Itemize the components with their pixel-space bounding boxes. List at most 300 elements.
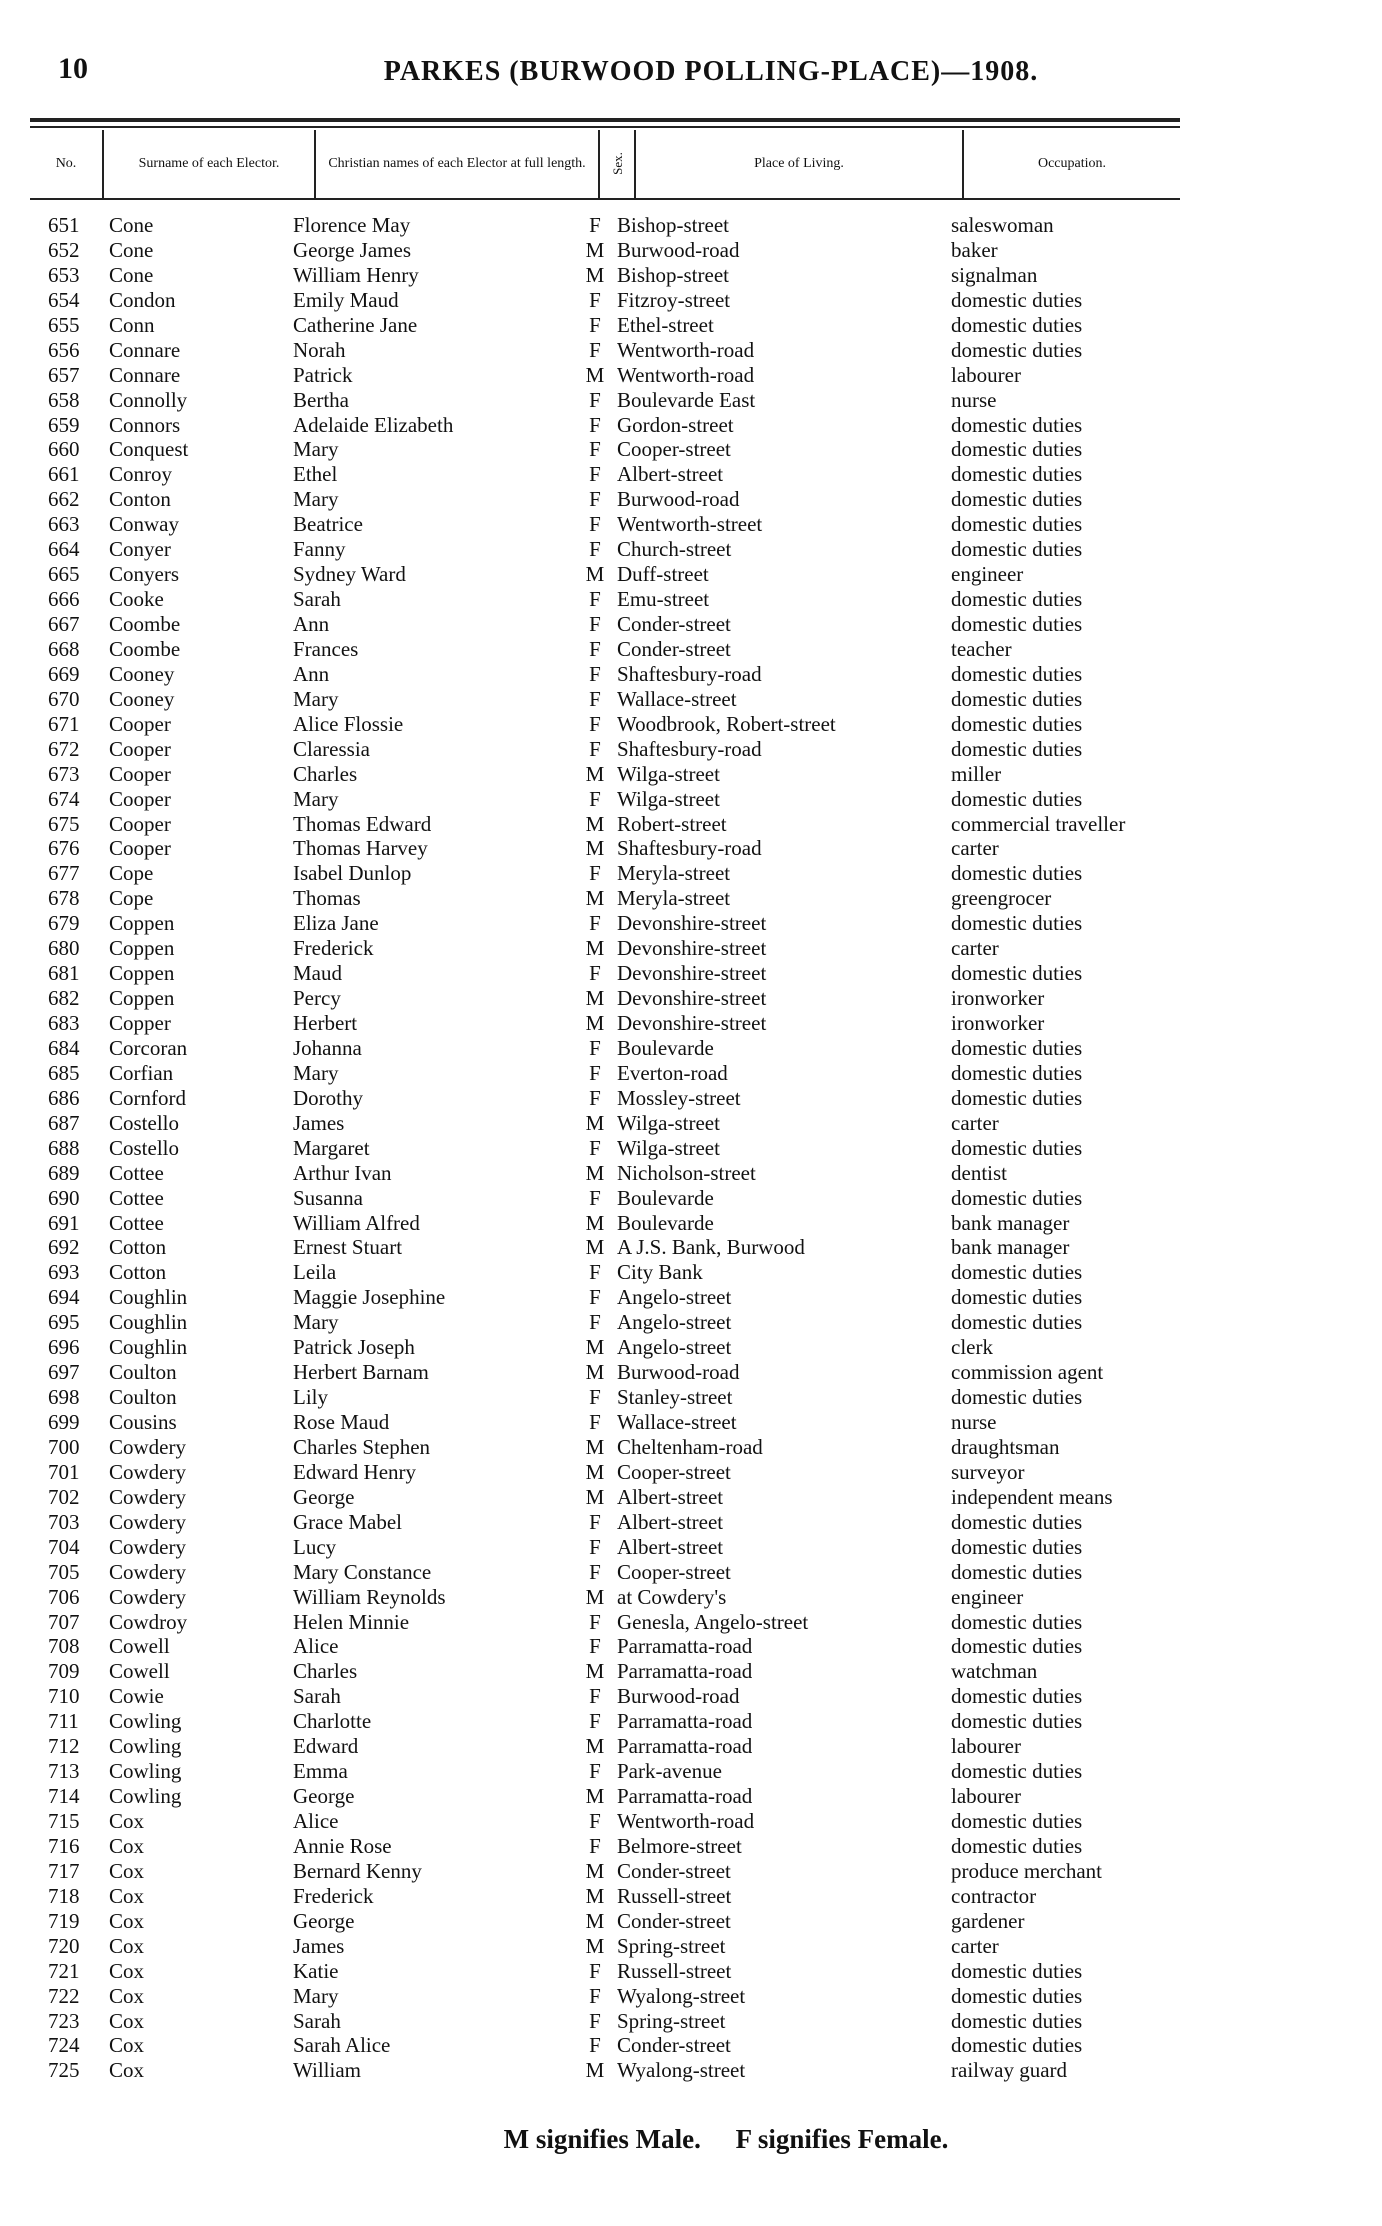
elector-surname: Coombe (109, 636, 181, 661)
table-row (0, 1510, 1382, 1535)
elector-place-of-living: Parramatta-road (617, 1709, 753, 1734)
elector-occupation: labourer (951, 1784, 1021, 1809)
elector-place-of-living: Angelo-street (617, 1335, 732, 1360)
elector-number: 710 (48, 1684, 80, 1709)
elector-surname: Coombe (109, 612, 181, 636)
elector-number: 656 (48, 337, 80, 362)
elector-sex: F (589, 437, 601, 462)
header-sex-label: Sex. (609, 151, 625, 175)
table-row (0, 836, 1382, 861)
elector-occupation: domestic duties (951, 1534, 1083, 1559)
elector-sex: F (589, 961, 601, 986)
elector-christian-names: Charles (293, 1659, 358, 1684)
elector-christian-names: Grace Mabel (293, 1509, 403, 1534)
elector-christian-names: Ethel (293, 462, 338, 487)
elector-number: 657 (48, 362, 80, 387)
table-row (0, 1136, 1382, 1161)
elector-number: 684 (48, 1035, 80, 1060)
elector-occupation: commercial traveller (951, 811, 1126, 836)
elector-christian-names: Charlotte (293, 1709, 372, 1734)
table-row (0, 687, 1382, 712)
elector-christian-names: Mary (293, 487, 339, 512)
elector-sex: F (589, 1809, 601, 1833)
elector-place-of-living: Bishop-street (617, 262, 729, 287)
elector-surname: Cowdery (109, 1584, 186, 1609)
header-surname: Surname of each Elector. (138, 155, 280, 171)
elector-surname: Cornford (109, 1085, 186, 1110)
table-row (0, 1410, 1382, 1435)
elector-occupation: carter (951, 1110, 999, 1135)
elector-occupation: carter (951, 1933, 999, 1958)
sex-legend (0, 2124, 1382, 2155)
elector-place-of-living: Burwood-road (617, 1360, 740, 1385)
table-row (0, 812, 1382, 837)
elector-christian-names: Sarah (293, 2008, 341, 2033)
table-row (0, 1684, 1382, 1709)
elector-christian-names: Alice Flossie (293, 711, 404, 736)
header-top-rule-thin (30, 126, 1180, 128)
elector-surname: Coppen (109, 961, 175, 986)
table-row (0, 2009, 1382, 2034)
elector-place-of-living: Burwood-road (617, 1684, 740, 1709)
elector-place-of-living: Devonshire-street (617, 936, 767, 961)
elector-surname: Connare (109, 337, 181, 362)
elector-occupation: domestic duties (951, 512, 1083, 537)
elector-christian-names: Fanny (293, 537, 346, 562)
elector-place-of-living: Wyalong-street (617, 1983, 746, 2008)
elector-occupation: signalman (951, 262, 1038, 287)
elector-number: 690 (48, 1185, 80, 1210)
elector-place-of-living: Cooper-street (617, 1459, 731, 1484)
table-row (0, 1535, 1382, 1560)
elector-sex: F (589, 1135, 601, 1160)
elector-number: 667 (48, 612, 80, 636)
elector-place-of-living: Belmore-street (617, 1833, 742, 1858)
elector-number: 700 (48, 1434, 80, 1459)
elector-number: 663 (48, 512, 80, 537)
elector-number: 696 (48, 1335, 80, 1360)
elector-number: 701 (48, 1459, 80, 1484)
elector-number: 704 (48, 1534, 80, 1559)
elector-sex: F (589, 1285, 601, 1310)
elector-occupation: domestic duties (951, 537, 1083, 562)
elector-surname: Cooper (109, 836, 171, 861)
elector-surname: Costello (109, 1110, 180, 1135)
elector-surname: Condon (109, 287, 176, 312)
elector-surname: Cox (109, 2033, 145, 2058)
elector-occupation: engineer (951, 562, 1024, 587)
table-row (0, 1260, 1382, 1285)
elector-christian-names: Patrick Joseph (293, 1335, 415, 1360)
elector-surname: Cooke (109, 587, 164, 612)
elector-sex: M (585, 936, 605, 961)
elector-surname: Conway (109, 512, 179, 537)
elector-sex: F (589, 1958, 601, 1983)
elector-surname: Cottee (109, 1160, 164, 1185)
table-row (0, 1610, 1382, 1635)
elector-number: 655 (48, 312, 80, 337)
elector-sex: F (589, 711, 601, 736)
elector-occupation: domestic duties (951, 612, 1083, 636)
elector-surname: Cowdroy (109, 1609, 188, 1634)
elector-christian-names: Edward Henry (293, 1459, 417, 1484)
elector-sex: M (585, 1459, 605, 1484)
elector-sex: M (585, 1011, 605, 1035)
elector-place-of-living: Meryla-street (617, 886, 731, 911)
elector-sex: F (589, 1684, 601, 1709)
table-row (0, 1285, 1382, 1310)
elector-christian-names: Ann (293, 612, 330, 636)
table-row (0, 737, 1382, 762)
table-row (0, 1734, 1382, 1759)
elector-place-of-living: A J.S. Bank, Burwood (617, 1235, 805, 1260)
elector-occupation: domestic duties (951, 661, 1083, 686)
elector-place-of-living: Wallace-street (617, 1410, 737, 1434)
elector-number: 702 (48, 1484, 80, 1509)
elector-surname: Conton (109, 487, 171, 512)
elector-place-of-living: Devonshire-street (617, 1011, 767, 1035)
elector-surname: Cooper (109, 736, 171, 761)
elector-christian-names: Isabel Dunlop (293, 861, 412, 886)
table-row (0, 787, 1382, 812)
table-row (0, 487, 1382, 512)
header-christian-names: Christian names of each Elector at full length. (328, 155, 586, 171)
elector-place-of-living: Mossley-street (617, 1085, 741, 1110)
elector-sex: F (589, 1085, 601, 1110)
elector-christian-names: Lucy (293, 1534, 337, 1559)
elector-place-of-living: Fitzroy-street (617, 287, 731, 312)
elector-place-of-living: Angelo-street (617, 1310, 732, 1335)
elector-sex: F (589, 412, 601, 437)
elector-sex: F (589, 487, 601, 512)
elector-surname: Cotton (109, 1235, 167, 1260)
elector-occupation: domestic duties (951, 861, 1083, 886)
elector-sex: F (589, 1410, 601, 1434)
elector-christian-names: Mary (293, 1983, 339, 2008)
elector-sex: F (589, 312, 601, 337)
table-row (0, 1310, 1382, 1335)
elector-number: 692 (48, 1235, 80, 1260)
elector-surname: Cox (109, 2058, 145, 2083)
elector-christian-names: Adelaide Elizabeth (293, 412, 454, 437)
elector-sex: F (589, 1634, 601, 1659)
table-row (0, 1884, 1382, 1909)
table-row (0, 936, 1382, 961)
elector-place-of-living: Meryla-street (617, 861, 731, 886)
elector-surname: Conyer (109, 537, 171, 562)
elector-place-of-living: Ethel-street (617, 312, 714, 337)
elector-occupation: domestic duties (951, 1260, 1083, 1285)
elector-surname: Cowell (109, 1659, 170, 1684)
elector-occupation: bank manager (951, 1210, 1070, 1235)
elector-place-of-living: Wilga-street (617, 786, 720, 811)
elector-place-of-living: Boulevarde East (617, 387, 756, 412)
elector-christian-names: Mary (293, 1310, 339, 1335)
elector-surname: Conn (109, 312, 155, 337)
elector-christian-names: Herbert Barnam (293, 1360, 429, 1385)
elector-christian-names: Thomas (293, 886, 361, 911)
elector-christian-names: Maud (293, 961, 342, 986)
elector-surname: Cowdery (109, 1484, 186, 1509)
elector-christian-names: George (293, 1784, 355, 1809)
elector-occupation: surveyor (951, 1459, 1025, 1484)
elector-number: 671 (48, 711, 80, 736)
elector-occupation: carter (951, 836, 999, 861)
elector-sex: M (585, 1360, 605, 1385)
elector-occupation: domestic duties (951, 1958, 1083, 1983)
elector-place-of-living: Burwood-road (617, 487, 740, 512)
elector-surname: Cox (109, 1833, 145, 1858)
elector-christian-names: Ann (293, 661, 330, 686)
elector-surname: Coughlin (109, 1335, 188, 1360)
header-top-rule (30, 118, 1180, 122)
elector-number: 693 (48, 1260, 80, 1285)
table-row (0, 1161, 1382, 1186)
table-header (30, 130, 1180, 198)
elector-occupation: domestic duties (951, 1060, 1083, 1085)
elector-surname: Cope (109, 861, 154, 886)
elector-christian-names: Percy (293, 986, 341, 1011)
elector-number: 682 (48, 986, 80, 1011)
table-row (0, 238, 1382, 263)
elector-sex: F (589, 1310, 601, 1335)
elector-place-of-living: Devonshire-street (617, 986, 767, 1011)
elector-occupation: domestic duties (951, 711, 1083, 736)
elector-surname: Coppen (109, 911, 175, 936)
elector-number: 670 (48, 686, 80, 711)
elector-number: 659 (48, 412, 80, 437)
elector-christian-names: Frances (293, 636, 359, 661)
elector-sex: M (585, 886, 605, 911)
elector-occupation: domestic duties (951, 786, 1083, 811)
elector-number: 651 (48, 213, 80, 237)
table-row (0, 1709, 1382, 1734)
elector-sex: M (585, 1210, 605, 1235)
elector-christian-names: Lily (293, 1385, 328, 1410)
elector-christian-names: Alice (293, 1634, 339, 1659)
elector-christian-names: Edward (293, 1734, 359, 1759)
elector-place-of-living: Albert-street (617, 1509, 724, 1534)
elector-number: 705 (48, 1559, 80, 1584)
elector-occupation: nurse (951, 1410, 997, 1434)
elector-christian-names: George (293, 1908, 355, 1933)
elector-surname: Cowdery (109, 1534, 186, 1559)
elector-occupation: domestic duties (951, 462, 1083, 487)
elector-christian-names: Mary Constance (293, 1559, 432, 1584)
elector-number: 721 (48, 1958, 80, 1983)
elector-surname: Conyers (109, 562, 179, 587)
elector-occupation: domestic duties (951, 1285, 1083, 1310)
elector-occupation: miller (951, 761, 1002, 786)
elector-occupation: dentist (951, 1160, 1007, 1185)
elector-christian-names: Maggie Josephine (293, 1285, 446, 1310)
elector-sex: M (585, 1434, 605, 1459)
elector-sex: F (589, 636, 601, 661)
elector-surname: Cox (109, 1858, 145, 1883)
elector-occupation: labourer (951, 1734, 1021, 1759)
elector-place-of-living: Parramatta-road (617, 1634, 753, 1659)
elector-place-of-living: Gordon-street (617, 412, 734, 437)
elector-christian-names: Beatrice (293, 512, 363, 537)
elector-number: 669 (48, 661, 80, 686)
elector-sex: M (585, 2058, 605, 2083)
elector-place-of-living: Wentworth-road (617, 337, 755, 362)
table-row (0, 2033, 1382, 2058)
elector-occupation: domestic duties (951, 911, 1083, 936)
table-row (0, 961, 1382, 986)
elector-christian-names: Rose Maud (293, 1410, 390, 1434)
elector-place-of-living: Woodbrook, Robert-street (617, 711, 836, 736)
elector-christian-names: Katie (293, 1958, 339, 1983)
elector-sex: F (589, 287, 601, 312)
elector-occupation: baker (951, 237, 998, 262)
elector-sex: M (585, 1160, 605, 1185)
elector-place-of-living: Church-street (617, 537, 732, 562)
table-row (0, 662, 1382, 687)
elector-place-of-living: Conder-street (617, 2033, 731, 2058)
elector-number: 686 (48, 1085, 80, 1110)
elector-surname: Cowling (109, 1784, 182, 1809)
elector-surname: Connare (109, 362, 181, 387)
column-divider (962, 130, 964, 198)
legend-female: F signifies Female. (735, 2124, 949, 2154)
table-row (0, 1909, 1382, 1934)
table-row (0, 1834, 1382, 1859)
column-divider (598, 130, 600, 198)
elector-occupation: produce merchant (951, 1858, 1103, 1883)
elector-number: 654 (48, 287, 80, 312)
table-row (0, 213, 1382, 238)
elector-christian-names: Helen Minnie (293, 1609, 410, 1634)
elector-surname: Cox (109, 1933, 145, 1958)
legend-male: M signifies Male. (503, 2124, 701, 2154)
table-row (0, 712, 1382, 737)
elector-number: 674 (48, 786, 80, 811)
elector-sex: F (589, 661, 601, 686)
elector-place-of-living: Spring-street (617, 2008, 726, 2033)
elector-occupation: domestic duties (951, 1709, 1083, 1734)
elector-number: 680 (48, 936, 80, 961)
elector-sex: F (589, 861, 601, 886)
column-divider (102, 130, 104, 198)
elector-surname: Coughlin (109, 1310, 188, 1335)
elector-number: 660 (48, 437, 80, 462)
elector-number: 661 (48, 462, 80, 487)
elector-occupation: commission agent (951, 1360, 1104, 1385)
elector-surname: Cooney (109, 661, 175, 686)
elector-number: 668 (48, 636, 80, 661)
elector-place-of-living: Devonshire-street (617, 911, 767, 936)
elector-christian-names: William Alfred (293, 1210, 420, 1235)
header-sex (600, 130, 634, 196)
elector-surname: Cowdery (109, 1434, 186, 1459)
header-occupation: Occupation. (1037, 155, 1107, 171)
elector-occupation: greengrocer (951, 886, 1052, 911)
elector-place-of-living: Spring-street (617, 1933, 726, 1958)
table-row (0, 388, 1382, 413)
elector-surname: Cooper (109, 786, 171, 811)
elector-occupation: watchman (951, 1659, 1038, 1684)
elector-number: 725 (48, 2058, 80, 2083)
elector-christian-names: Dorothy (293, 1085, 363, 1110)
elector-number: 713 (48, 1759, 80, 1784)
elector-surname: Cooper (109, 711, 171, 736)
elector-sex: F (589, 1709, 601, 1734)
elector-occupation: clerk (951, 1335, 993, 1360)
elector-christian-names: Frederick (293, 936, 374, 961)
elector-number: 688 (48, 1135, 80, 1160)
table-row (0, 338, 1382, 363)
elector-place-of-living: Genesla, Angelo-street (617, 1609, 809, 1634)
elector-place-of-living: Emu-street (617, 587, 710, 612)
table-row (0, 1385, 1382, 1410)
elector-place-of-living: Devonshire-street (617, 961, 767, 986)
elector-place-of-living: Cooper-street (617, 1559, 731, 1584)
elector-place-of-living: Burwood-road (617, 237, 740, 262)
header-no: No. (55, 155, 77, 171)
table-row (0, 1086, 1382, 1111)
elector-number: 675 (48, 811, 80, 836)
table-row (0, 1235, 1382, 1260)
elector-occupation: domestic duties (951, 437, 1083, 462)
table-row (0, 1759, 1382, 1784)
elector-occupation: domestic duties (951, 1035, 1083, 1060)
elector-surname: Cone (109, 213, 154, 237)
elector-occupation: domestic duties (951, 587, 1083, 612)
elector-number: 717 (48, 1858, 80, 1883)
elector-number: 695 (48, 1310, 80, 1335)
elector-surname: Cox (109, 1983, 145, 2008)
elector-place-of-living: Parramatta-road (617, 1784, 753, 1809)
elector-sex: M (585, 1335, 605, 1360)
elector-number: 716 (48, 1833, 80, 1858)
table-row (0, 1061, 1382, 1086)
elector-occupation: contractor (951, 1883, 1037, 1908)
elector-christian-names: Sarah (293, 1684, 341, 1709)
elector-place-of-living: Shaftesbury-road (617, 836, 762, 861)
elector-christian-names: Mary (293, 786, 339, 811)
elector-number: 722 (48, 1983, 80, 2008)
elector-christian-names: Catherine Jane (293, 312, 418, 337)
elector-sex: M (585, 1110, 605, 1135)
elector-place-of-living: Wallace-street (617, 686, 737, 711)
table-row (0, 1634, 1382, 1659)
elector-occupation: domestic duties (951, 1385, 1083, 1410)
elector-place-of-living: Russell-street (617, 1958, 732, 1983)
elector-sex: M (585, 1659, 605, 1684)
elector-sex: F (589, 337, 601, 362)
table-row (0, 562, 1382, 587)
elector-surname: Cox (109, 1958, 145, 1983)
elector-occupation: domestic duties (951, 287, 1083, 312)
elector-christian-names: Charles (293, 761, 358, 786)
elector-place-of-living: Albert-street (617, 462, 724, 487)
table-row (0, 1984, 1382, 2009)
elector-surname: Cone (109, 237, 154, 262)
elector-surname: Corfian (109, 1060, 174, 1085)
elector-sex: M (585, 1784, 605, 1809)
elector-place-of-living: Robert-street (617, 811, 727, 836)
elector-christian-names: Sydney Ward (293, 562, 406, 587)
elector-christian-names: Patrick (293, 362, 353, 387)
elector-christian-names: William Reynolds (293, 1584, 446, 1609)
elector-christian-names: George James (293, 237, 411, 262)
elector-sex: M (585, 362, 605, 387)
elector-sex: F (589, 686, 601, 711)
table-row (0, 413, 1382, 438)
elector-place-of-living: Wyalong-street (617, 2058, 746, 2083)
elector-place-of-living: Parramatta-road (617, 1734, 753, 1759)
